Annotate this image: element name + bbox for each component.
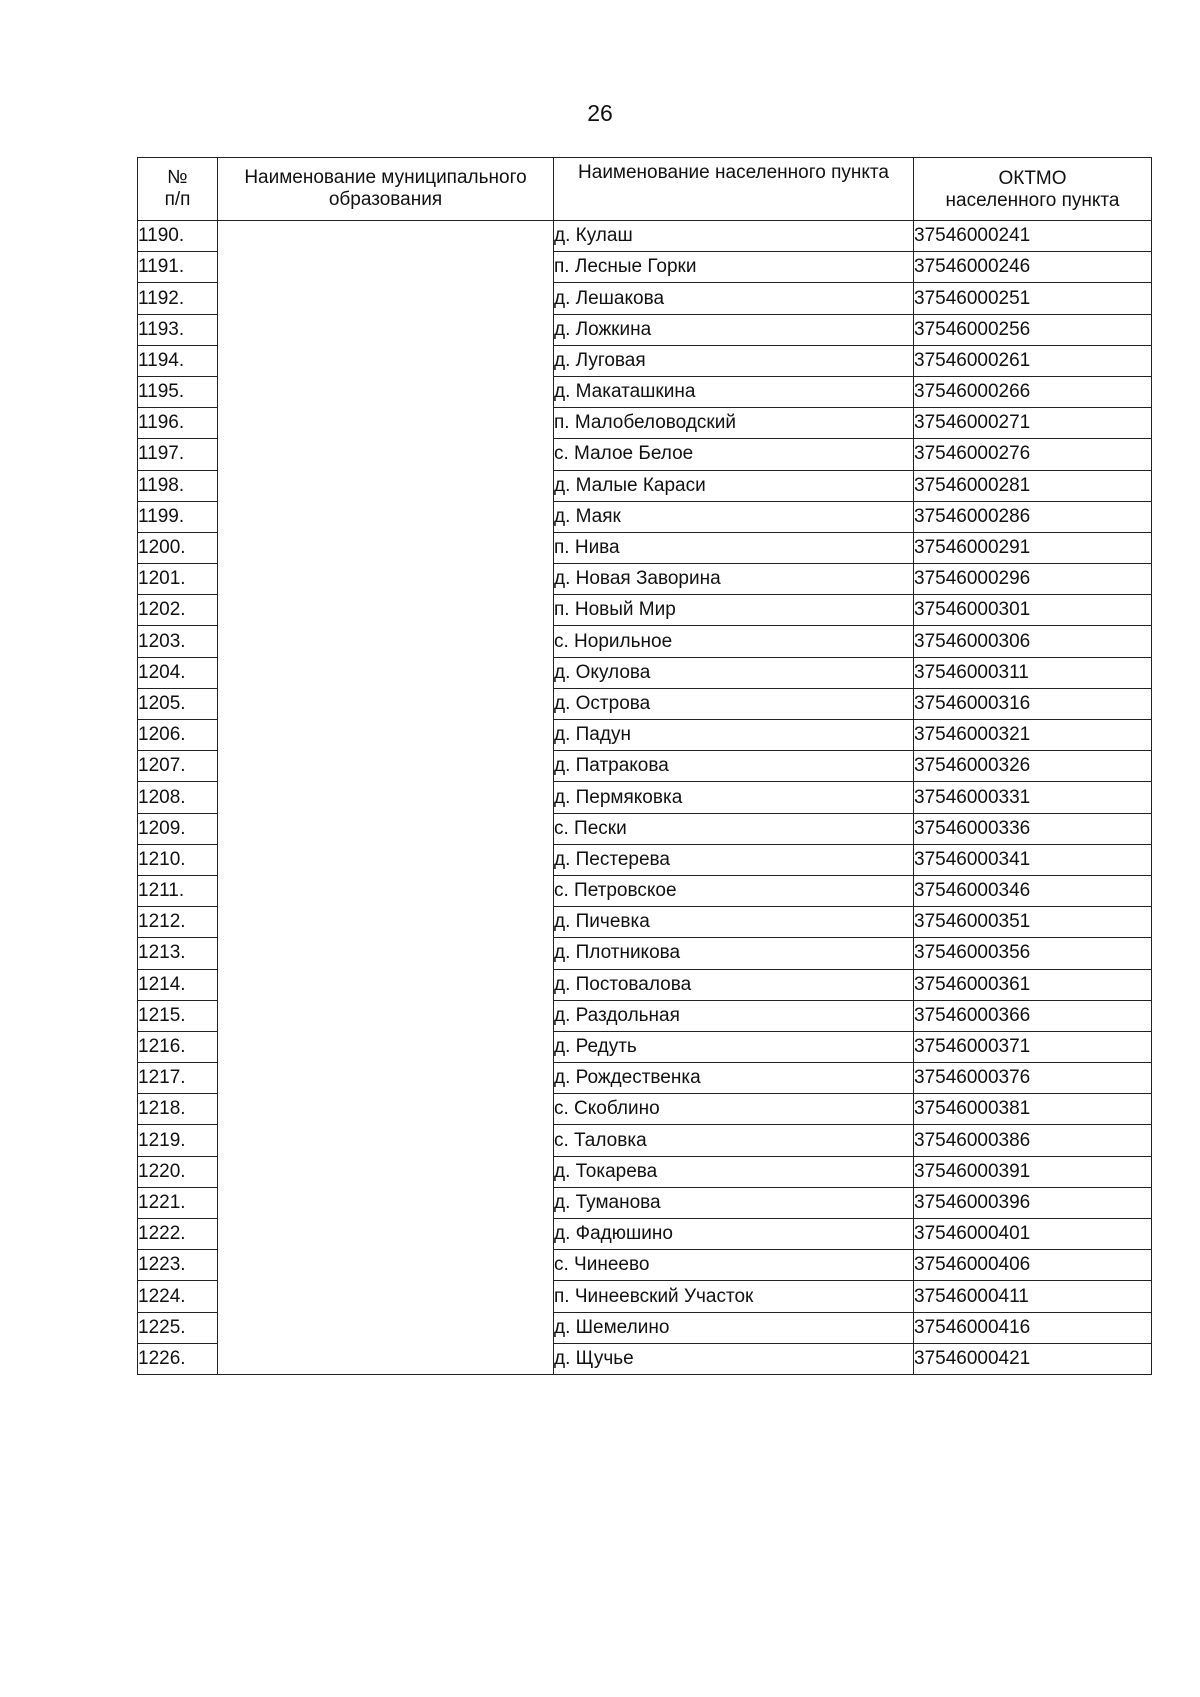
row-number: 1207. [138, 751, 218, 782]
row-number: 1195. [138, 376, 218, 407]
oktmo-code: 37546000411 [914, 1281, 1152, 1312]
settlements-table [137, 157, 1152, 1375]
settlement-name: д. Макаташкина [554, 376, 914, 407]
settlement-name: д. Новая Заворина [554, 564, 914, 595]
row-number: 1215. [138, 1000, 218, 1031]
oktmo-code: 37546000356 [914, 938, 1152, 969]
row-number: 1221. [138, 1187, 218, 1218]
header-number-line1: № [167, 167, 188, 189]
oktmo-code: 37546000366 [914, 1000, 1152, 1031]
settlement-name: д. Щучье [554, 1343, 914, 1374]
header-settlement-text: Наименование населенного пункта [578, 162, 889, 183]
row-number: 1193. [138, 314, 218, 345]
oktmo-code: 37546000296 [914, 564, 1152, 595]
oktmo-code: 37546000406 [914, 1250, 1152, 1281]
oktmo-code: 37546000386 [914, 1125, 1152, 1156]
table-row [138, 221, 1152, 252]
row-number: 1190. [138, 221, 218, 252]
row-number: 1219. [138, 1125, 218, 1156]
oktmo-code: 37546000301 [914, 595, 1152, 626]
settlement-name: д. Кулаш [554, 221, 914, 252]
oktmo-code: 37546000336 [914, 813, 1152, 844]
settlement-name: с. Норильное [554, 626, 914, 657]
oktmo-code: 37546000311 [914, 657, 1152, 688]
row-number: 1213. [138, 938, 218, 969]
settlement-name: д. Фадюшино [554, 1219, 914, 1250]
settlement-name: п. Малобеловодский [554, 408, 914, 439]
oktmo-code: 37546000341 [914, 844, 1152, 875]
header-municipality-line2: образования [328, 189, 443, 210]
row-number: 1211. [138, 875, 218, 906]
settlement-name: д. Пестерева [554, 844, 914, 875]
header-oktmo-line2: населенного пункта [945, 190, 1120, 211]
table-header [138, 158, 1152, 221]
settlement-name: д. Пичевка [554, 907, 914, 938]
header-oktmo [914, 158, 1152, 221]
settlement-name: д. Ложкина [554, 314, 914, 345]
settlement-name: д. Раздольная [554, 1000, 914, 1031]
header-oktmo-line1: ОКТМО [998, 168, 1067, 190]
settlement-name: д. Шемелино [554, 1312, 914, 1343]
oktmo-code: 37546000401 [914, 1219, 1152, 1250]
row-number: 1192. [138, 283, 218, 314]
row-number: 1222. [138, 1219, 218, 1250]
oktmo-code: 37546000271 [914, 408, 1152, 439]
oktmo-code: 37546000266 [914, 376, 1152, 407]
settlement-name: д. Рождественка [554, 1063, 914, 1094]
settlement-name: с. Таловка [554, 1125, 914, 1156]
oktmo-code: 37546000251 [914, 283, 1152, 314]
oktmo-code: 37546000381 [914, 1094, 1152, 1125]
settlement-name: д. Пермяковка [554, 782, 914, 813]
row-number: 1197. [138, 439, 218, 470]
settlement-name: с. Малое Белое [554, 439, 914, 470]
header-number-line2: п/п [164, 189, 191, 210]
row-number: 1205. [138, 688, 218, 719]
row-number: 1224. [138, 1281, 218, 1312]
row-number: 1216. [138, 1031, 218, 1062]
oktmo-code: 37546000376 [914, 1063, 1152, 1094]
settlement-name: д. Луговая [554, 345, 914, 376]
row-number: 1204. [138, 657, 218, 688]
oktmo-code: 37546000286 [914, 501, 1152, 532]
settlement-name: д. Туманова [554, 1187, 914, 1218]
oktmo-code: 37546000351 [914, 907, 1152, 938]
settlement-name: д. Лешакова [554, 283, 914, 314]
settlement-name: с. Чинеево [554, 1250, 914, 1281]
row-number: 1199. [138, 501, 218, 532]
table-body [138, 221, 1152, 1375]
municipality-cell [218, 221, 554, 1375]
row-number: 1198. [138, 470, 218, 501]
header-settlement [554, 158, 914, 221]
row-number: 1226. [138, 1343, 218, 1374]
settlement-name: д. Малые Караси [554, 470, 914, 501]
settlement-name: д. Патракова [554, 751, 914, 782]
row-number: 1208. [138, 782, 218, 813]
oktmo-code: 37546000331 [914, 782, 1152, 813]
row-number: 1202. [138, 595, 218, 626]
settlement-name: с. Петровское [554, 875, 914, 906]
oktmo-code: 37546000421 [914, 1343, 1152, 1374]
settlement-name: д. Окулова [554, 657, 914, 688]
row-number: 1200. [138, 532, 218, 563]
oktmo-code: 37546000306 [914, 626, 1152, 657]
settlement-name: п. Лесные Горки [554, 252, 914, 283]
settlement-name: д. Маяк [554, 501, 914, 532]
oktmo-code: 37546000371 [914, 1031, 1152, 1062]
settlement-name: с. Пески [554, 813, 914, 844]
oktmo-code: 37546000281 [914, 470, 1152, 501]
oktmo-code: 37546000326 [914, 751, 1152, 782]
oktmo-code: 37546000261 [914, 345, 1152, 376]
oktmo-code: 37546000416 [914, 1312, 1152, 1343]
row-number: 1191. [138, 252, 218, 283]
settlement-name: п. Чинеевский Участок [554, 1281, 914, 1312]
oktmo-code: 37546000291 [914, 532, 1152, 563]
row-number: 1225. [138, 1312, 218, 1343]
oktmo-code: 37546000346 [914, 875, 1152, 906]
settlement-name: с. Скоблино [554, 1094, 914, 1125]
settlement-name: п. Новый Мир [554, 595, 914, 626]
oktmo-code: 37546000396 [914, 1187, 1152, 1218]
oktmo-code: 37546000256 [914, 314, 1152, 345]
oktmo-code: 37546000276 [914, 439, 1152, 470]
header-row [138, 158, 1152, 221]
row-number: 1223. [138, 1250, 218, 1281]
row-number: 1201. [138, 564, 218, 595]
row-number: 1196. [138, 408, 218, 439]
header-number [138, 158, 218, 221]
row-number: 1210. [138, 844, 218, 875]
header-municipality [218, 158, 554, 221]
oktmo-code: 37546000391 [914, 1156, 1152, 1187]
oktmo-code: 37546000321 [914, 720, 1152, 751]
settlement-name: д. Токарева [554, 1156, 914, 1187]
oktmo-code: 37546000241 [914, 221, 1152, 252]
settlement-name: д. Острова [554, 688, 914, 719]
row-number: 1194. [138, 345, 218, 376]
settlement-name: д. Плотникова [554, 938, 914, 969]
settlement-name: д. Редуть [554, 1031, 914, 1062]
row-number: 1218. [138, 1094, 218, 1125]
row-number: 1217. [138, 1063, 218, 1094]
row-number: 1220. [138, 1156, 218, 1187]
row-number: 1212. [138, 907, 218, 938]
oktmo-code: 37546000246 [914, 252, 1152, 283]
page-number: 26 [587, 100, 613, 126]
row-number: 1203. [138, 626, 218, 657]
row-number: 1209. [138, 813, 218, 844]
header-municipality-line1: Наименование муниципального [244, 167, 527, 189]
oktmo-code: 37546000361 [914, 969, 1152, 1000]
settlement-name: п. Нива [554, 532, 914, 563]
row-number: 1206. [138, 720, 218, 751]
settlement-name: д. Постовалова [554, 969, 914, 1000]
row-number: 1214. [138, 969, 218, 1000]
oktmo-code: 37546000316 [914, 688, 1152, 719]
settlement-name: д. Падун [554, 720, 914, 751]
